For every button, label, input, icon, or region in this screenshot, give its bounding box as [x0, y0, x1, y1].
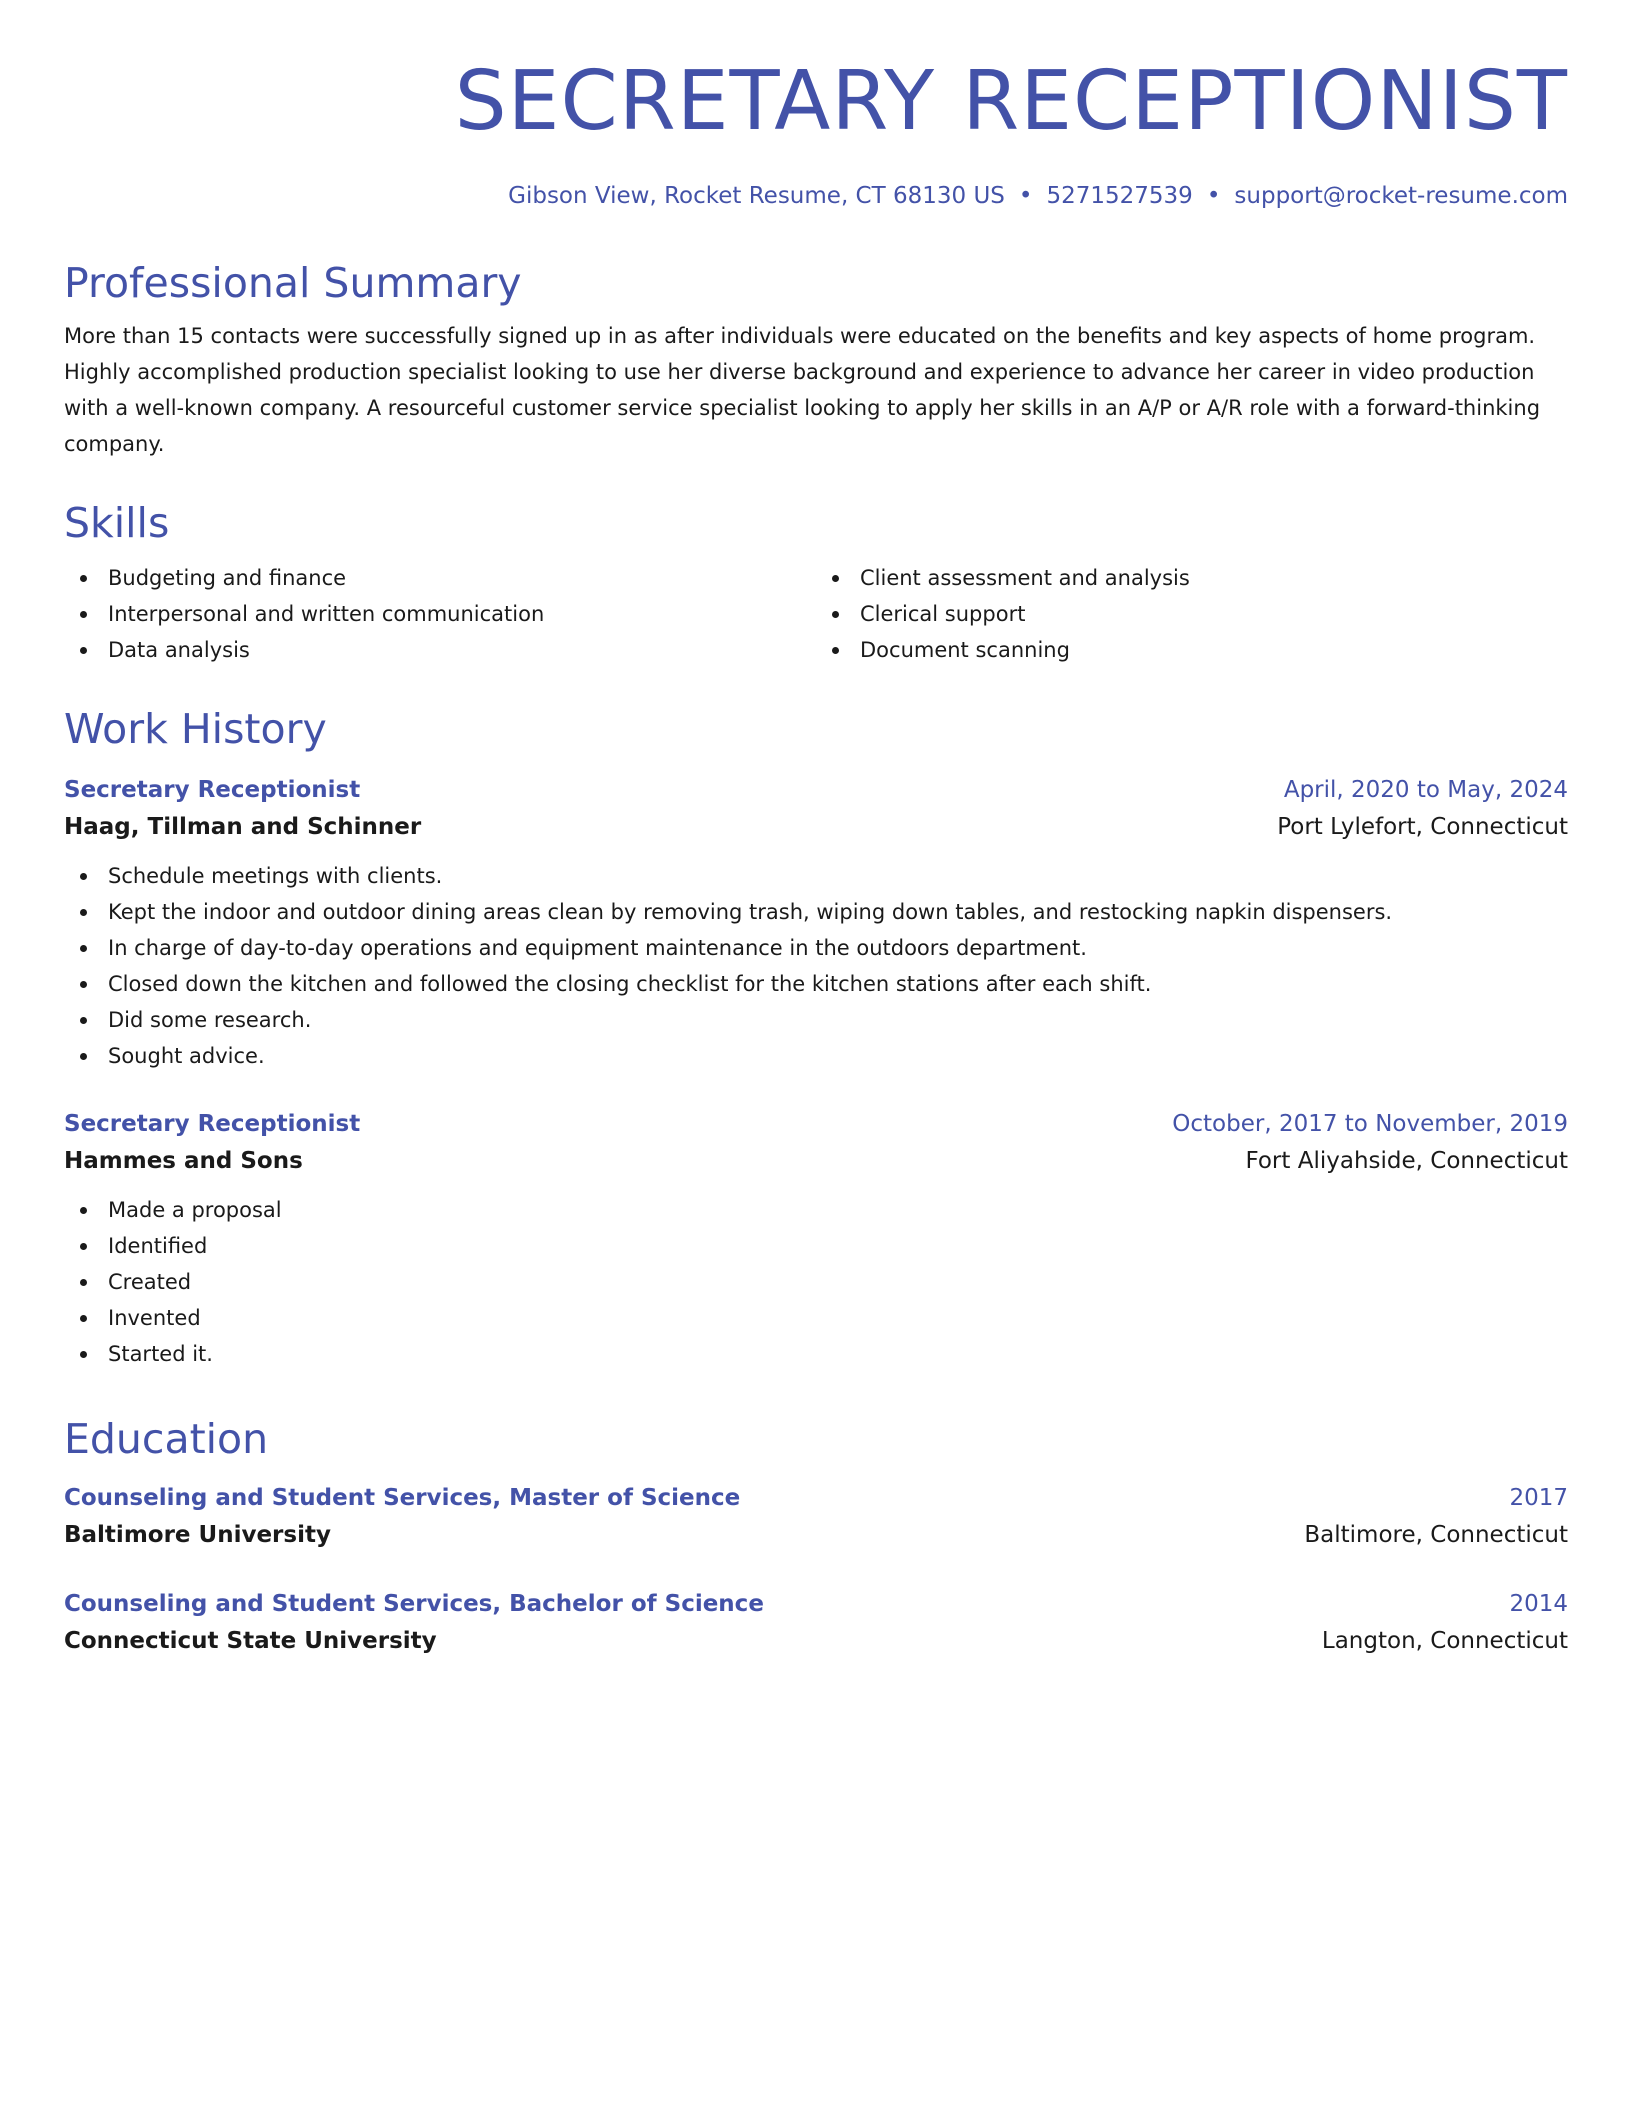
skill-item: Document scanning: [816, 632, 1568, 668]
skill-item: Interpersonal and written communication: [64, 596, 816, 632]
job-header-row: [64, 772, 1568, 808]
education-section: [64, 1414, 1568, 1660]
skills-title: Skills: [64, 499, 170, 547]
education-year: 2017: [1509, 1485, 1568, 1511]
education-school-row: [64, 1622, 1568, 1660]
skills-left-column: [64, 560, 816, 668]
summary-title: Professional Summary: [64, 259, 522, 307]
skill-item: Data analysis: [64, 632, 816, 668]
education-school: Connecticut State University: [64, 1628, 437, 1654]
job-bullet: Made a proposal: [64, 1192, 1568, 1228]
skills-section: [64, 498, 1568, 668]
job-role: Secretary Receptionist: [64, 1111, 361, 1137]
skill-item: Budgeting and finance: [64, 560, 816, 596]
job-bullet: Did some research.: [64, 1002, 1568, 1038]
education-location: Baltimore, Connecticut: [1304, 1522, 1568, 1548]
job-bullet: In charge of day-to-day operations and equipment maintenance in the outdoors department.: [64, 930, 1568, 966]
education-entry: [64, 1586, 1568, 1660]
job-bullet: Sought advice.: [64, 1038, 1568, 1074]
job-location: Port Lylefort, Connecticut: [1277, 814, 1568, 840]
job-bullet: Closed down the kitchen and followed the closing checklist for the kitchen stations after each shift.: [64, 966, 1568, 1002]
education-year: 2014: [1509, 1591, 1568, 1617]
contact-email[interactable]: support@rocket-resume.com: [1234, 183, 1568, 209]
job-bullet: Created: [64, 1264, 1568, 1300]
skill-item: Clerical support: [816, 596, 1568, 632]
candidate-name: SECRETARY RECEPTIONIST: [454, 54, 1568, 149]
job-bullet: Identified: [64, 1228, 1568, 1264]
job-location: Fort Aliyahside, Connecticut: [1245, 1148, 1568, 1174]
contact-line: [508, 181, 1568, 211]
resume-header: [64, 52, 1568, 209]
job-dates: April, 2020 to May, 2024: [1283, 777, 1568, 803]
job-entry: [64, 772, 1568, 1074]
job-company: Haag, Tillman and Schinner: [64, 814, 422, 840]
job-entry: [64, 1106, 1568, 1372]
education-degree: Counseling and Student Services, Bachelor of Science: [64, 1591, 764, 1617]
job-company-row: [64, 808, 1568, 846]
education-header-row: [64, 1586, 1568, 1622]
contact-address: Gibson View, Rocket Resume, CT 68130 US: [508, 183, 1005, 209]
education-header-row: [64, 1480, 1568, 1516]
contact-phone: 5271527539: [1046, 183, 1193, 209]
education-location: Langton, Connecticut: [1321, 1628, 1568, 1654]
job-company: Hammes and Sons: [64, 1148, 303, 1174]
skill-item: Client assessment and analysis: [816, 560, 1568, 596]
contact-separator: •: [1018, 183, 1033, 209]
job-company-row: [64, 1142, 1568, 1180]
summary-section: [64, 258, 1568, 462]
job-bullets: [64, 1192, 1568, 1372]
job-dates: October, 2017 to November, 2019: [1172, 1111, 1568, 1137]
education-entry: [64, 1480, 1568, 1554]
work-section: [64, 704, 1568, 1372]
summary-text: More than 15 contacts were successfully signed up in as after individuals were educated on the benefits and key aspects of home program. Highly accomplished production specialist looking to use her diverse background and experience to advance her career in video production with a well-known company. A resourceful customer service specialist looking to apply her skills in an A/P or A/R role with a forward-thinking company.: [64, 324, 1541, 456]
education-degree: Counseling and Student Services, Master of Science: [64, 1485, 741, 1511]
education-school-row: [64, 1516, 1568, 1554]
education-title: Education: [64, 1415, 269, 1463]
skills-columns: [64, 560, 1568, 668]
job-bullets: [64, 858, 1568, 1074]
job-bullet: Kept the indoor and outdoor dining areas clean by removing trash, wiping down tables, and restocking napkin dispensers.: [64, 894, 1568, 930]
contact-separator: •: [1206, 183, 1221, 209]
job-bullet: Started it.: [64, 1336, 1568, 1372]
work-title: Work History: [64, 705, 327, 753]
job-bullet: Schedule meetings with clients.: [64, 858, 1568, 894]
job-header-row: [64, 1106, 1568, 1142]
job-bullet: Invented: [64, 1300, 1568, 1336]
job-role: Secretary Receptionist: [64, 777, 361, 803]
skills-right-column: [816, 560, 1568, 668]
education-school: Baltimore University: [64, 1522, 331, 1548]
